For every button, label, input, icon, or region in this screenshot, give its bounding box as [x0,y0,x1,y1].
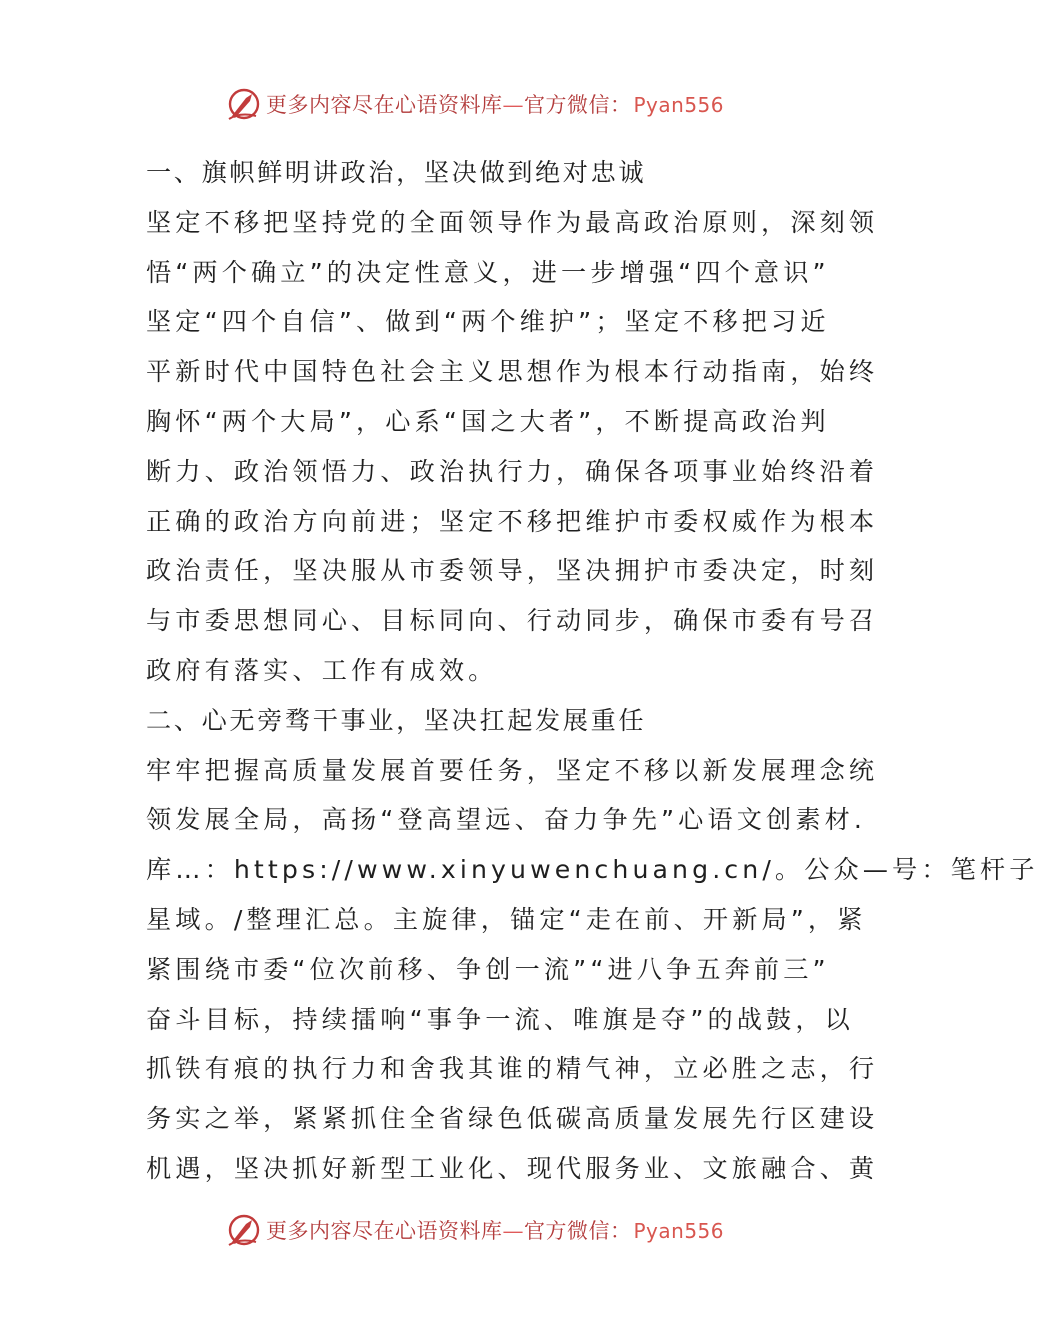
paragraph-line: 奋斗目标，持续擂响“事争一流、唯旗是夺”的战鼓，以 [146,1004,854,1034]
paragraph-line: 坚定不移把坚持党的全面领导作为最高政治原则，深刻领 [146,207,879,237]
watermark-main-text: 更多内容尽在心语资料库 [265,1219,503,1243]
paragraph-line: 机遇，坚决抓好新型工业化、现代服务业、文旅融合、黄 [146,1153,879,1183]
paragraph-line: 抓铁有痕的执行力和舍我其谁的精气神，立必胜之志，行 [146,1054,879,1084]
watermark-wechat-id: Pyan556 [633,1219,724,1243]
watermark-dash: — [502,1219,524,1243]
pen-nib-logo-icon [226,1212,262,1248]
paragraph-line: 悟“两个确立”的决定性意义，进一步增强“四个意识” [146,257,830,287]
header-watermark-banner [0,82,950,126]
section-heading: 一、旗帜鲜明讲政治，坚决做到绝对忠诚 [146,158,647,187]
watermark-wechat-label: 官方微信： [523,1219,632,1243]
paragraph-line: 平新时代中国特色社会主义思想作为根本行动指南，始终 [146,357,879,387]
paragraph-line: 正确的政治方向前进；坚定不移把维护市委权威作为根本 [146,506,879,536]
section-heading: 二、心无旁骛干事业，坚决扛起发展重任 [146,705,647,735]
paragraph-line: 政府有落实、工作有成效。 [146,655,498,685]
watermark-text [266,1215,724,1245]
paragraph-line: 断力、政治领悟力、政治执行力，确保各项事业始终沿着 [146,456,879,486]
pen-nib-logo-icon [226,86,262,122]
paragraph-line: 坚定“四个自信”、做到“两个维护”；坚定不移把习近 [146,307,830,337]
paragraph-line: 库…：https://www.xinyuwenchuang.cn/。公众—号：笔杆子 [146,855,1039,885]
watermark-main-text: 更多内容尽在心语资料库 [265,93,503,117]
watermark-text [266,89,724,119]
paragraph-line: 与市委思想同心、目标同向、行动同步，确保市委有号召 [146,606,879,636]
paragraph-line: 紧围绕市委“位次前移、争创一流”“进八争五奔前三” [146,954,830,984]
paragraph-line: 星域。/整理汇总。主旋律，锚定“走在前、开新局”，紧 [146,904,867,934]
footer-watermark-banner [0,1208,950,1252]
paragraph-line: 务实之举，紧紧抓住全省绿色低碳高质量发展先行区建设 [146,1104,879,1134]
watermark-dash: — [502,93,524,117]
watermark-wechat-label: 官方微信： [523,93,632,117]
document-body [146,148,1039,1194]
paragraph-line: 领发展全局，高扬“登高望远、奋力争先”心语文创素材. [146,805,867,835]
paragraph-line: 胸怀“两个大局”，心系“国之大者”，不断提高政治判 [146,406,830,436]
paragraph-line: 牢牢把握高质量发展首要任务，坚定不移以新发展理念统 [146,755,879,785]
watermark-wechat-id: Pyan556 [633,93,724,117]
paragraph-line: 政治责任，坚决服从市委领导，坚决拥护市委决定，时刻 [146,556,879,586]
